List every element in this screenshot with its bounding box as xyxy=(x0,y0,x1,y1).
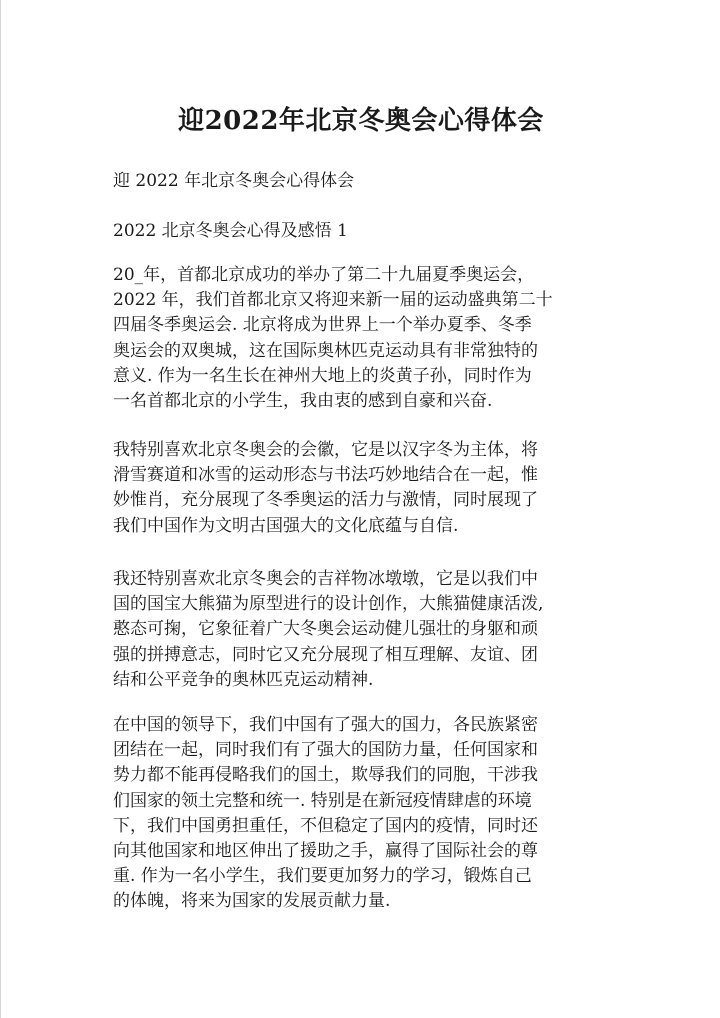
text-line: 重. 作为一名小学生，我们要更加努力的学习，锻炼自己 xyxy=(113,866,532,887)
paragraph-4 xyxy=(113,713,538,915)
text-line: 在中国的领导下，我们中国有了强大的国力，各民族紧密 xyxy=(113,715,538,735)
text-line: 20_年，首都北京成功的举办了第二十九届夏季奥运会， xyxy=(113,265,535,285)
text-line: 我特别喜欢北京冬奥会的会徽，它是以汉字冬为主体，将 xyxy=(113,440,538,460)
text-line: 的体魄，将来为国家的发展贡献力量. xyxy=(113,891,391,912)
text-line: 下，我们中国勇担重任，不但稳定了国内的疫情，同时还 xyxy=(113,815,538,836)
text-line: 势力都不能再侵略我们的国土，欺辱我们的同胞，干涉我 xyxy=(113,765,538,786)
text-line: 四届冬季奥运会. 北京将成为世界上一个举办夏季、冬季 xyxy=(113,315,532,336)
text-line: 一名首都北京的小学生，我由衷的感到自豪和兴奋. xyxy=(113,390,493,411)
text-line: 国的国宝大熊猫为原型进行的设计创作，大熊猫健康活泼, xyxy=(113,594,544,615)
text-line: 强的拼搏意志，同时它又充分展现了相互理解、友谊、团 xyxy=(113,644,538,665)
text-line: 团结在一起，同时我们有了强大的国防力量，任何国家和 xyxy=(113,740,538,761)
document-title: 迎2022年北京冬奥会心得体会 xyxy=(178,106,544,136)
text-line: 们国家的领土完整和统一. 特别是在新冠疫情肆虐的环境 xyxy=(113,790,532,811)
text-line: 我还特别喜欢北京冬奥会的吉祥物冰墩墩，它是以我们中 xyxy=(113,569,538,589)
section-heading: 2022 北京冬奥会心得及感悟 1 xyxy=(113,221,348,241)
text-line: 奥运会的双奥城，这在国际奥林匹克运动具有非常独特的 xyxy=(113,340,538,361)
text-line: 妙惟肖，充分展现了冬季奥运的活力与激情，同时展现了 xyxy=(113,490,538,511)
paragraph-3 xyxy=(113,567,543,693)
text-line: 意义. 作为一名生长在神州大地上的炎黄子孙，同时作为 xyxy=(113,365,532,386)
text-line: 向其他国家和地区伸出了援助之手，赢得了国际社会的尊 xyxy=(113,840,538,861)
paragraph-1 xyxy=(113,263,553,414)
text-line: 2022 年，我们首都北京又将迎来新一届的运动盛典第二十 xyxy=(113,290,553,311)
text-line: 憨态可掬，它象征着广大冬奥会运动健儿强壮的身躯和顽 xyxy=(113,619,538,640)
document-subtitle: 迎 2022 年北京冬奥会心得体会 xyxy=(113,171,355,191)
text-line: 我们中国作为文明古国强大的文化底蕴与自信. xyxy=(113,515,459,536)
text-line: 滑雪赛道和冰雪的运动形态与书法巧妙地结合在一起，惟 xyxy=(113,465,538,486)
paragraph-2 xyxy=(113,438,538,539)
text-line: 结和公平竞争的奥林匹克运动精神. xyxy=(113,669,374,690)
